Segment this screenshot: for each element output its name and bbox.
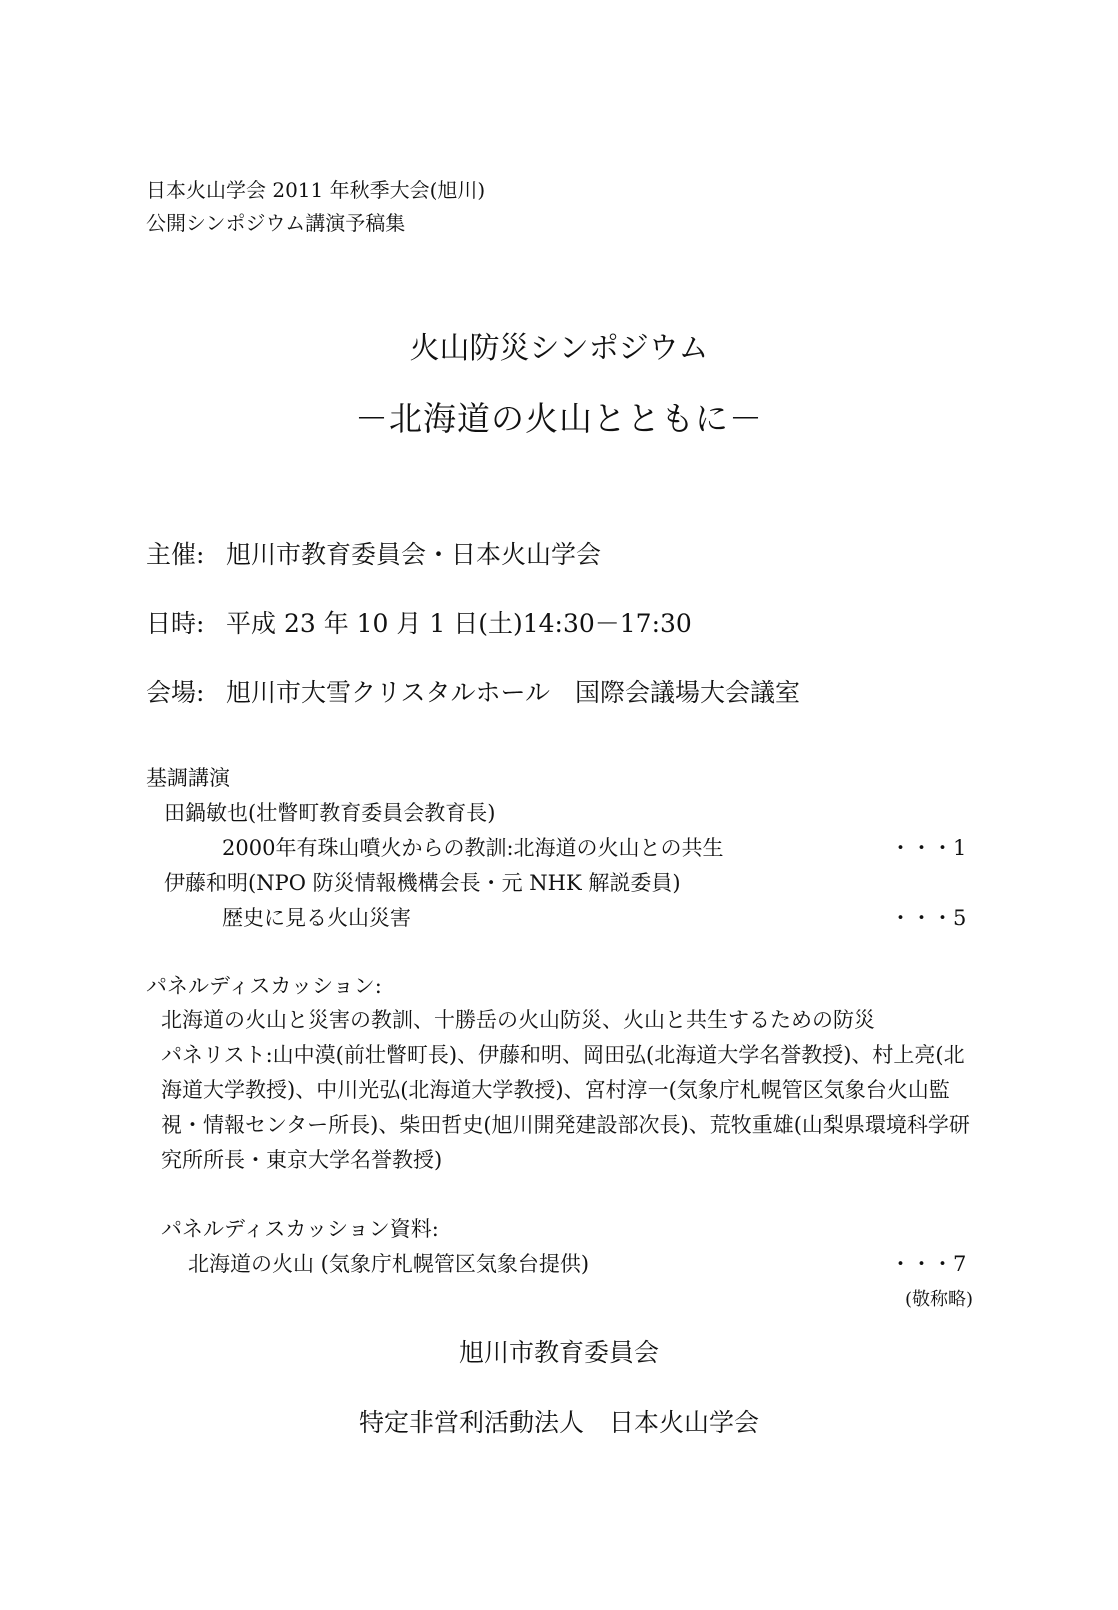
- header-conference: 日本火山学会 2011 年秋季大会(旭川): [146, 178, 486, 202]
- datetime-line: [146, 604, 692, 640]
- honorific-note: (敬称略): [905, 1289, 974, 1310]
- venue-label: 会場:: [146, 678, 205, 707]
- organizer-value: 旭川市教育委員会・日本火山学会: [226, 540, 602, 569]
- footer-board: 旭川市教育委員会: [458, 1338, 659, 1367]
- organizer-label: 主催:: [146, 540, 205, 569]
- keynote-page-2: ・・・5: [890, 906, 967, 930]
- keynote-talk-1: 2000年有珠山噴火からの教訓:北海道の火山との共生: [222, 836, 724, 860]
- venue-value: 旭川市大雪クリスタルホール 国際会議場大会議室: [226, 678, 801, 707]
- keynote-page-1: ・・・1: [890, 836, 967, 860]
- datetime-label: 日時:: [146, 609, 205, 638]
- header-proceedings: 公開シンポジウム講演予稿集: [146, 211, 406, 235]
- document-subtitle: －北海道の火山とともに－: [355, 399, 763, 438]
- panel-heading: パネルディスカッション:: [146, 974, 382, 998]
- panel-topics: 北海道の火山と災害の教訓、十勝岳の火山防災、火山と共生するための防災: [161, 1008, 875, 1032]
- datetime-value: 平成 23 年 10 月 1 日(土)14:30－17:30: [226, 609, 692, 638]
- materials-heading: パネルディスカッション資料:: [161, 1217, 439, 1241]
- organizer-line: [146, 535, 601, 571]
- keynote-heading: 基調講演: [146, 766, 230, 790]
- document-title: 火山防災シンポジウム: [409, 331, 709, 366]
- footer-society: 特定非営利活動法人 日本火山学会: [358, 1408, 759, 1437]
- materials-page: ・・・7: [890, 1252, 967, 1276]
- panel-panelists: パネリスト:山中漠(前壮瞥町長)、伊藤和明、岡田弘(北海道大学名誉教授)、村上亮(北海道大学教授)、中川光弘(北海道大学教授)、宮村淳一(気象庁札幌管区気象台火山監視・情報センター所長)、柴田哲史(旭川開発建設部次長)、荒牧重雄(山梨県環境科学研究所所長・東京大学名誉教授): [161, 1043, 970, 1172]
- keynote-speaker-2: 伊藤和明(NPO 防災情報機構会長・元 NHK 解説委員): [164, 871, 681, 895]
- venue-line: [146, 673, 800, 709]
- materials-item: 北海道の火山 (気象庁札幌管区気象台提供): [188, 1252, 590, 1276]
- keynote-talk-2: 歴史に見る火山災害: [222, 906, 411, 930]
- keynote-speaker-1: 田鍋敏也(壮瞥町教育委員会教育長): [164, 801, 496, 825]
